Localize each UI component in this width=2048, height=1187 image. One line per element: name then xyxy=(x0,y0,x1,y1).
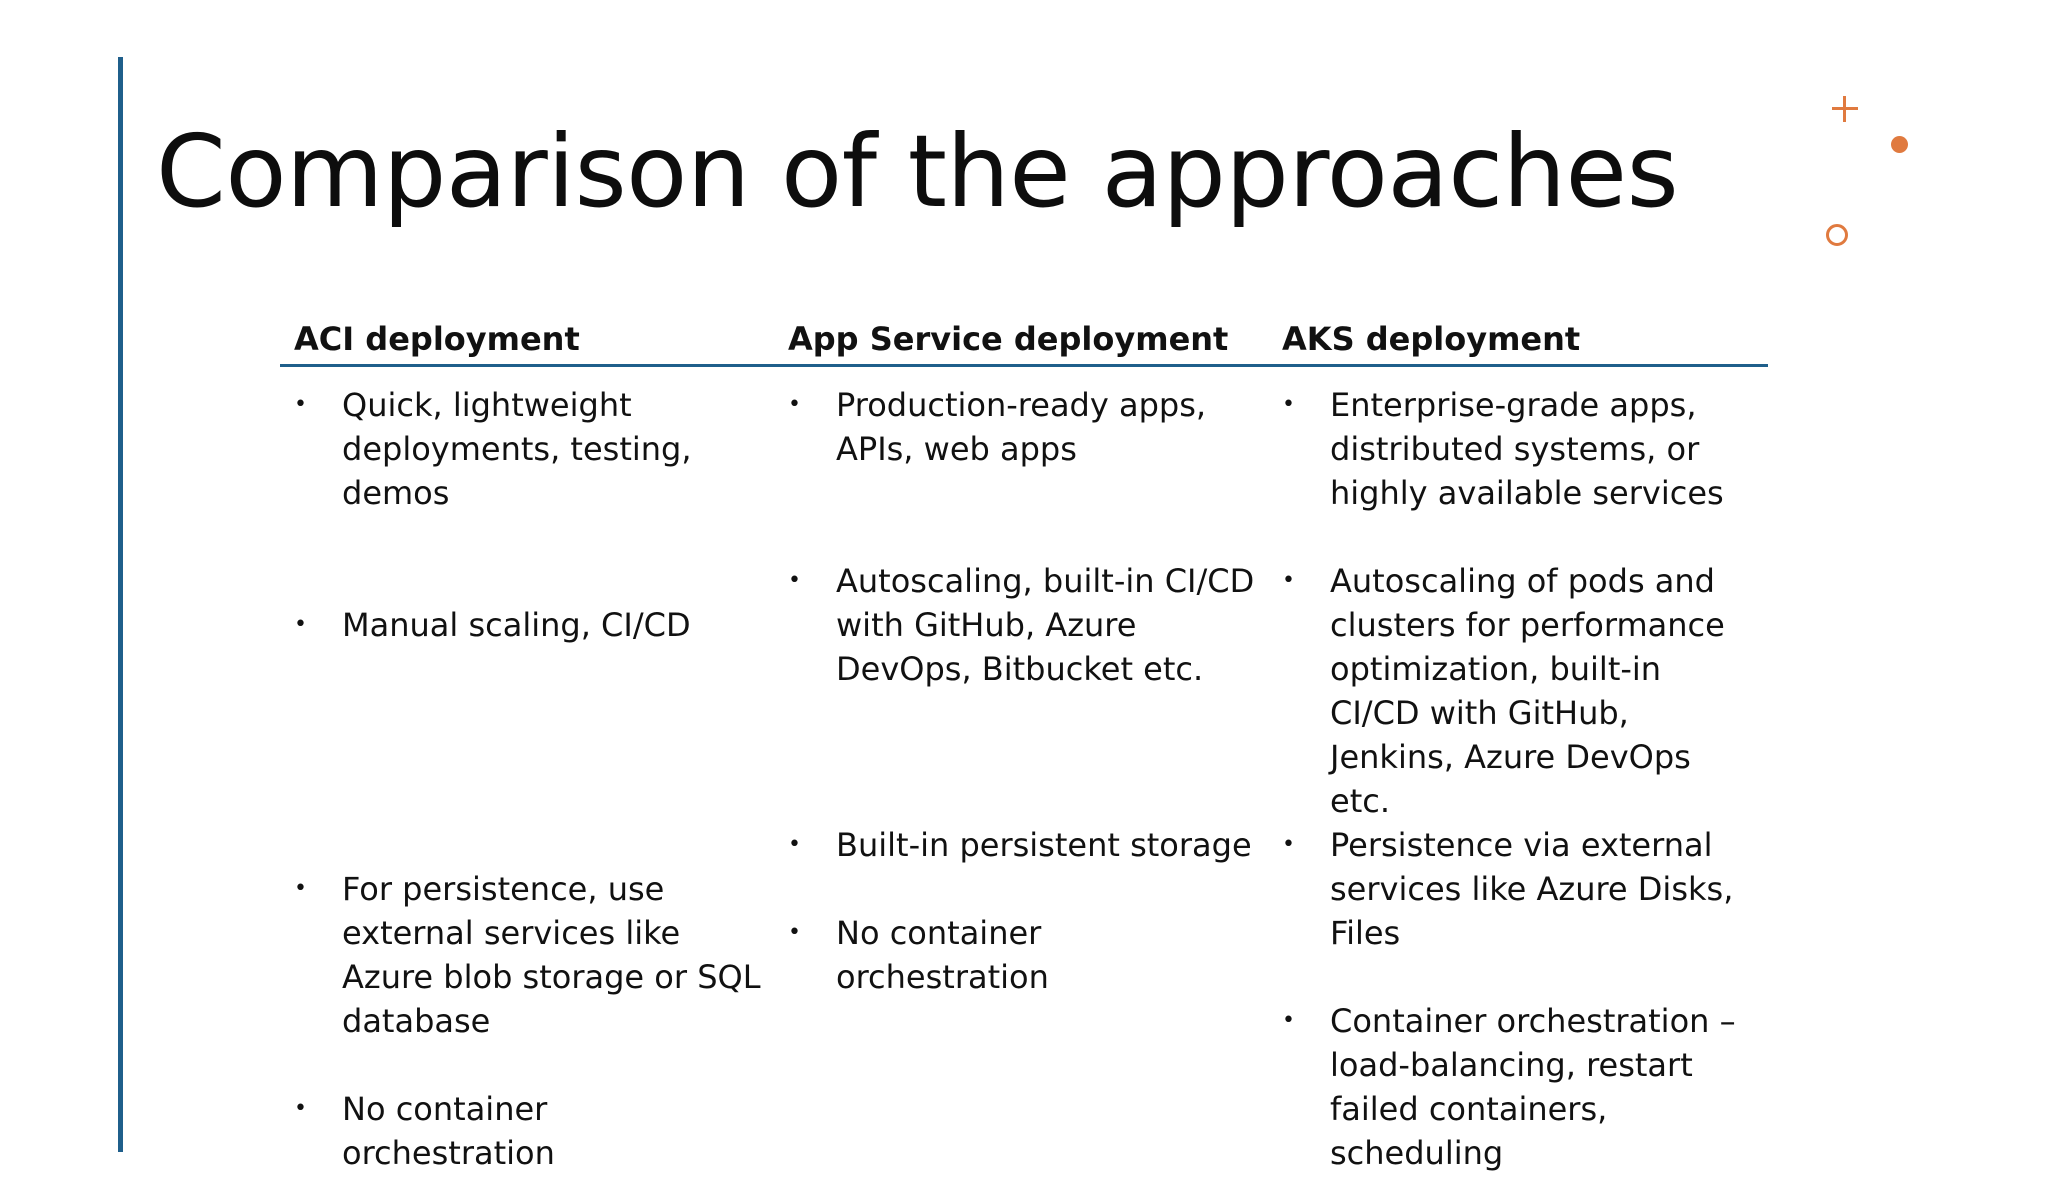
plus-decoration-icon xyxy=(1832,96,1858,122)
bullet-icon: • xyxy=(1282,1008,1295,1033)
ring-decoration-icon xyxy=(1826,224,1848,246)
comparison-table xyxy=(280,314,1768,1187)
list-item-text: Built-in persistent storage xyxy=(836,826,1252,864)
list-item-text: Container orchestration – load-balancing, restart failed containers, scheduling xyxy=(1330,1002,1736,1172)
bullet-icon: • xyxy=(294,876,307,901)
bullet-icon: • xyxy=(788,832,801,857)
list-item-text: For persistence, use external services like Azure blob storage or SQL database xyxy=(342,870,761,1040)
column-aks xyxy=(1268,367,1762,1187)
list-item-text: No container orchestration xyxy=(342,1090,555,1172)
bullet-icon: • xyxy=(1282,568,1295,593)
list-item-text: Quick, lightweight deployments, testing, demos xyxy=(342,386,692,512)
list-item-text: No container orchestration xyxy=(836,914,1049,996)
bullet-icon: • xyxy=(294,612,307,637)
list-item-text: Persistence via external services like Azure Disks, Files xyxy=(1330,826,1734,952)
header-aci: ACI deployment xyxy=(294,320,580,358)
table-header-row xyxy=(280,314,1768,367)
bullet-icon: • xyxy=(294,392,307,417)
list-item-text: Manual scaling, CI/CD xyxy=(342,606,691,644)
list-item-text: Autoscaling of pods and clusters for performance optimization, built-in CI/CD with GitHub, Jenkins, Azure DevOps etc. xyxy=(1330,562,1725,820)
list-item-text: Autoscaling, built-in CI/CD with GitHub, Azure DevOps, Bitbucket etc. xyxy=(836,562,1255,688)
dot-decoration-icon xyxy=(1891,136,1908,153)
list-item-text: Production-ready apps, APIs, web apps xyxy=(836,386,1207,468)
bullet-icon: • xyxy=(1282,392,1295,417)
page-title: Comparison of the approaches xyxy=(156,113,1679,230)
bullet-icon: • xyxy=(1282,832,1295,857)
bullet-icon: • xyxy=(294,1096,307,1121)
header-app-service: App Service deployment xyxy=(788,320,1229,358)
column-app-service xyxy=(774,367,1268,1187)
column-aci xyxy=(280,367,774,1187)
table-body xyxy=(280,367,1768,1187)
bullet-icon: • xyxy=(788,920,801,945)
bullet-icon: • xyxy=(788,568,801,593)
header-aks: AKS deployment xyxy=(1282,320,1581,358)
list-item-text: Enterprise-grade apps, distributed systems, or highly available services xyxy=(1330,386,1724,512)
bullet-icon: • xyxy=(788,392,801,417)
left-accent-bar xyxy=(118,57,123,1152)
